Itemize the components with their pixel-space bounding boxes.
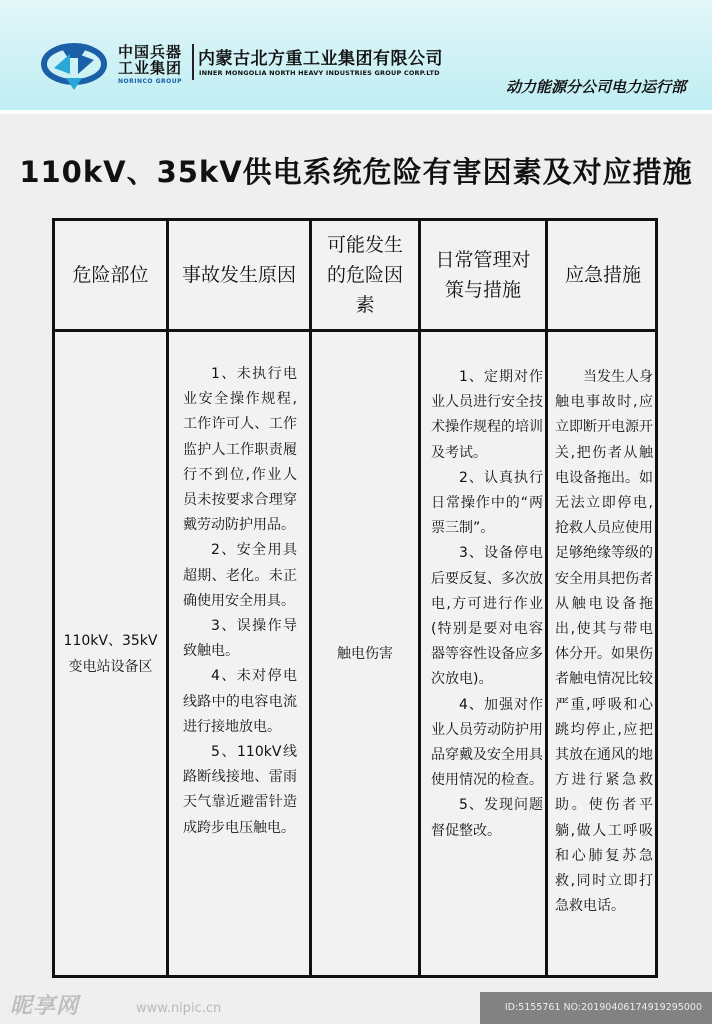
emergency-text: 当发生人身触电事故时,应立即断开电源开关,把伤者从触电设备拖出。如无法立即停电,抢救人员应使用足够绝缘等级的安全用具把伤者从触电设备拖出,使其与带电体分开。如果伤者触电情况比较严重,呼吸和心跳均停止,应把其放在通风的地方进行紧急救助。使伤者平躺,做人工呼吸和心肺复苏急救,同时立即打急救电话。	[555, 369, 653, 915]
measure-item: 1、定期对作业人员进行安全技术操作规程的培训及考试。	[431, 369, 543, 461]
logo-divider	[192, 44, 194, 80]
company-name-cn: 内蒙古北方重工业集团有限公司	[198, 49, 443, 69]
header-banner	[0, 0, 712, 114]
cause-item: 5、110kV线路断线接地、雷雨天气靠近避雷针造成跨步电压触电。	[183, 744, 297, 836]
logo-english-text: NORINCO GROUP	[118, 78, 183, 85]
header-measures: 日常管理对策与措施	[435, 249, 531, 301]
cause-item: 3、误操作导致触电。	[183, 618, 297, 660]
cause-item: 4、未对停电线路中的电容电流进行接地放电。	[183, 668, 297, 735]
cell-causes	[183, 362, 297, 841]
company-name-en: INNER MONGOLIA NORTH HEAVY INDUSTRIES GROUP CORP.LTD	[199, 69, 440, 77]
hazard-table	[52, 218, 658, 978]
cell-hazard: 触电伤害	[337, 645, 393, 662]
logo-text-line2: 工业集团	[118, 59, 183, 77]
cell-emergency	[555, 365, 653, 919]
watermark-logo: 昵享网	[10, 994, 80, 1019]
column-divider	[545, 221, 548, 975]
column-divider	[166, 221, 169, 975]
measure-item: 4、加强对作业人员劳动防护用品穿戴及安全用具使用情况的检查。	[431, 696, 543, 789]
cell-measures	[431, 365, 543, 844]
measure-item: 3、设备停电后要反复、多次放电,方可进行作业(特别是要对电容器等容性设备应多次放电)。	[431, 545, 543, 688]
header-causes: 事故发生原因	[181, 264, 296, 286]
header-location: 危险部位	[72, 264, 149, 286]
cell-location: 110kV、35kV变电站设备区	[63, 632, 158, 675]
column-divider	[418, 221, 421, 975]
image-id-bar: ID:5155761 NO:20190406174919295000	[480, 992, 712, 1024]
header-hazard: 可能发生的危险因素	[326, 234, 403, 316]
watermark-url: www.nipic.cn	[136, 1001, 222, 1016]
logo-text-line1: 中国兵器	[118, 43, 183, 61]
norinco-logo-icon	[40, 28, 108, 96]
measure-item: 5、发现问题督促整改。	[431, 797, 543, 839]
header-emergency: 应急措施	[564, 264, 641, 286]
cause-item: 1、未执行电业安全操作规程,工作许可人、工作监护人工作职责履行不到位,作业人员未按要求合理穿戴劳动防护用品。	[183, 366, 297, 534]
footer	[0, 988, 712, 1024]
department-name: 动力能源分公司电力运行部	[505, 78, 686, 96]
measure-item: 2、认真执行日常操作中的“两票三制”。	[431, 469, 543, 537]
cause-item: 2、安全用具超期、老化。未正确使用安全用具。	[183, 542, 297, 609]
page-title: 110kV、35kV供电系统危险有害因素及对应措施	[19, 155, 693, 189]
